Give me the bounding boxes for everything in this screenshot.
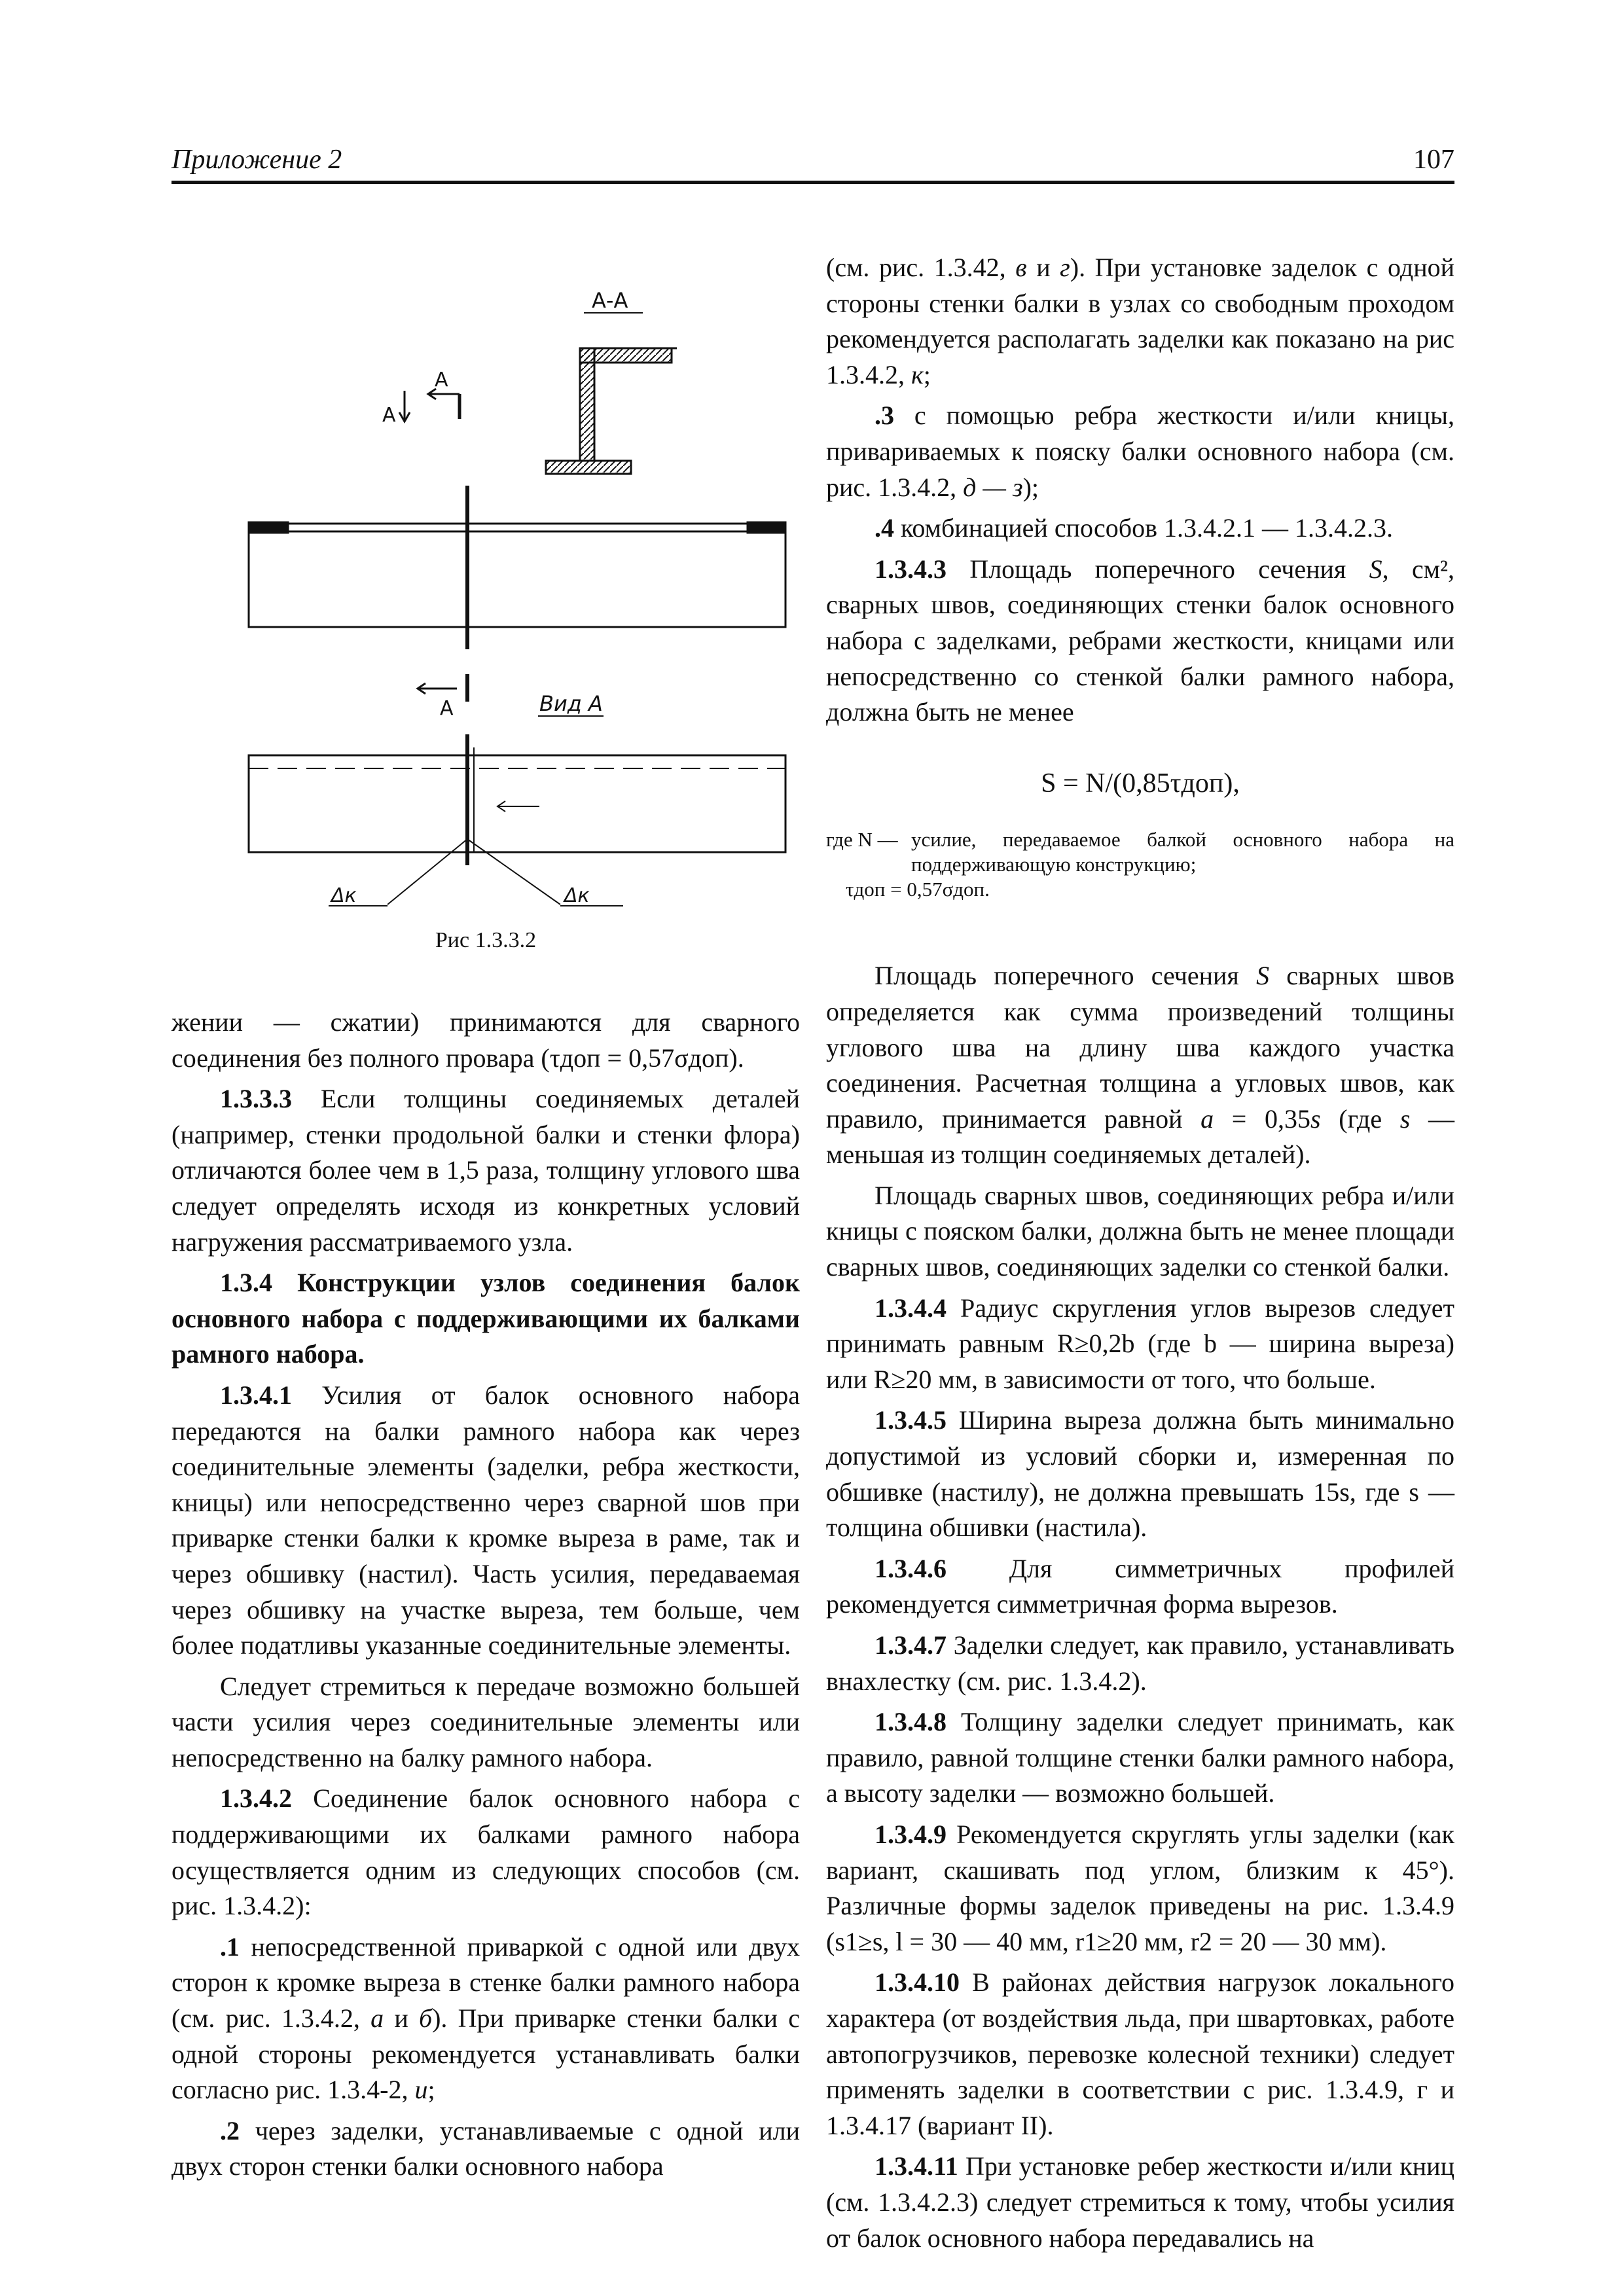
weld-label-left: Δк [331,884,357,907]
clause-number: 1.3.4.4 [875,1293,947,1323]
clause-number: 1.3.4.3 [875,554,947,584]
clause-number: 1.3.4.8 [875,1707,947,1737]
figure-caption: Рис 1.3.3.2 [435,928,537,952]
right-p6: Площадь сварных швов, соединяющих ребра и/или кницы с пояском балки, должна быть не менее площади сварных швов, соединяющих заделки со стенкой балки. [826,1180,1454,1282]
right-column [826,250,1454,2256]
section-heading-1-3-4: 1.3.4 Конструкции узлов соединения балок основного набора с поддерживающими их балками рамного набора. [171,1268,800,1369]
page-header [171,140,1454,184]
clause-number: 1.3.4.7 [875,1630,947,1660]
arrow-label-3: А [440,697,454,720]
arrow-label-2: А [435,368,448,391]
section-web [580,348,594,461]
clause-number: 1.3.4.2 [220,1784,292,1814]
figure-1-3-3-2 [171,250,800,983]
clause-number: 1.3.4.1 [220,1380,292,1410]
right-p1: (см. рис. 1.3.42, в и г). При установке заделок с одной стороны стенки балки в узлах со свободным проходом рекомендуется располагать заделки как показано на рис 1.3.4.2, к; [826,253,1455,389]
left-p8: .2 через заделки, устанавливаемые с одной или двух сторон стенки балки основного набора [171,2115,800,2181]
left-p4: 1.3.4.1 Усилия от балок основного набора передаются на балки рамного набора как через соединительные элементы (заделки, ребра жесткости, кницы) или непосредственно через сварной шов при приварке стенки балки к кромке выреза в раме, так и через обшивку (настил). Часть усилия, передаваемая через обшивку на участке выреза, тем больше, чем более податливы указанные соединительные элементы. [171,1380,800,1660]
clause-number: 1.3.3.3 [220,1084,292,1114]
left-p5: Следует стремиться к передаче возможно большей части усилия через соединительные элементы или непосредственно на балку рамного набора. [171,1671,800,1772]
clause-number: 1.3.4.6 [875,1553,947,1583]
left-p2: 1.3.3.3 Если толщины соединяемых деталей (например, стенки продольной балки и стенки флора) отличаются более чем в 1,5 раза, толщину углового шва следует определять исходя из конкретных условий нагружения рассматриваемого узла. [171,1084,800,1257]
weld-label-right: Δк [564,884,590,907]
clause-number: 1.3.4.9 [875,1819,947,1849]
left-p6: 1.3.4.2 Соединение балок основного набора с поддерживающими их балками рамного набора осуществляется одним из следующих способов (см. рис. 1.3.4.2): [171,1784,800,1921]
clause-number: 1.3.4.11 [875,2151,958,2181]
left-column [171,1005,800,2185]
weld-drawing [171,250,800,918]
right-p5: Площадь поперечного сечения S сварных швов определяется как сумма произведений толщины углового шва на длину шва каждого участка соединения. Расчетная толщина а угловых швов, как правило, принимается равной a = 0,35s (где s — меньшая из толщин соединяемых деталей). [826,961,1454,1170]
weld-leader-right [467,839,560,905]
right-p3: .4 комбинацией способов 1.3.4.2.1 — 1.3.4.2.3. [875,513,1393,543]
right-p11: 1.3.4.8 Толщину заделки следует принимать, как правило, равной толщине стенки балки рамного набора, а высоту заделки — возможно большей. [826,1707,1454,1808]
legend-row-n: где N — усилие, передаваемое балкой основного набора на поддерживающую конструкцию; [826,828,1454,876]
right-p10: 1.3.4.7 Заделки следует, как правило, устанавливать внахлестку (см. рис. 1.3.4.2). [826,1630,1454,1696]
right-p12: 1.3.4.9 Рекомендуется скруглять углы заделки (как вариант, скашивать под углом, близким к 45°). Различные формы заделок приведены на рис. 1.3.4.9 (s1≥s, l = 30 — 40 мм, r1≥20 мм, r2 = 20 — 30 мм). [826,1819,1454,1956]
arrow-label-1: А [382,404,396,427]
formula: S = N/(0,85τдоп), [1041,768,1240,798]
weld-leader-left [388,839,467,905]
right-p7: 1.3.4.4 Радиус скругления углов вырезов следует принимать равным R≥0,2b (где b — ширина выреза) или R≥20 мм, в зависимости от того, что больше. [826,1293,1454,1394]
right-p4: 1.3.4.3 Площадь поперечного сечения S, см², сварных швов, соединяющих стенки балок основного набора с заделками, ребрами жесткости, кницами или непосредственно со стенкой балки рамного набора, должна быть не менее [826,554,1455,727]
clause-number: 1.3.4.5 [875,1405,947,1435]
right-p14: 1.3.4.11 При установке ребер жесткости и/или книц (см. 1.3.4.2.3) следует стремиться к тому, чтобы усилия от балок основного набора передавались на [826,2151,1454,2253]
legend-row-tau: τдоп = 0,57σдоп. [846,878,990,901]
right-p2: .3 с помощью ребра жесткости и/или кницы, привариваемых к пояску балки основного набора (см. рис. 1.3.4.2, д — з); [826,401,1454,502]
section-base [546,461,631,474]
running-title: Приложение 2 [171,145,342,175]
right-p9: 1.3.4.6 Для симметричных профилей рекомендуется симметричная форма вырезов. [826,1553,1454,1619]
formula-legend [826,827,1454,902]
frame-beam-lower [249,755,785,852]
section-label: А-А [592,288,628,313]
right-p13: 1.3.4.10 В районах действия нагрузок локального характера (от воздействия льда, при швартовках, работе автопогрузчиков, перевозке колесной техники) следует применять заделки в соответствии с рис. 1.3.4.9, г и 1.3.4.17 (вариант II). [826,1967,1454,2140]
clause-number: 1.3.4.10 [875,1967,960,1998]
left-p1: жении — сжатии) принимаются для сварного соединения без полного провара (τдоп = 0,57σдоп). [171,1007,800,1073]
page-number: 107 [1413,145,1454,175]
view-label: Вид А [539,691,603,716]
left-p7: .1 непосредственной приваркой с одной или двух сторон к кромке выреза в стенке балки рамного набора (см. рис. 1.3.4.2, а и б). При приварке стенки балки с одной стороны рекомендуется устанавливать балки согласно рис. 1.3.4-2, и; [171,1931,801,2105]
frame-beam-upper [249,524,785,627]
right-p8: 1.3.4.5 Ширина выреза должна быть минимально допустимой из условий сборки и, измеренная по обшивке (настилу), не должна превышать 15s, где s — толщина обшивки (настила). [826,1405,1454,1543]
